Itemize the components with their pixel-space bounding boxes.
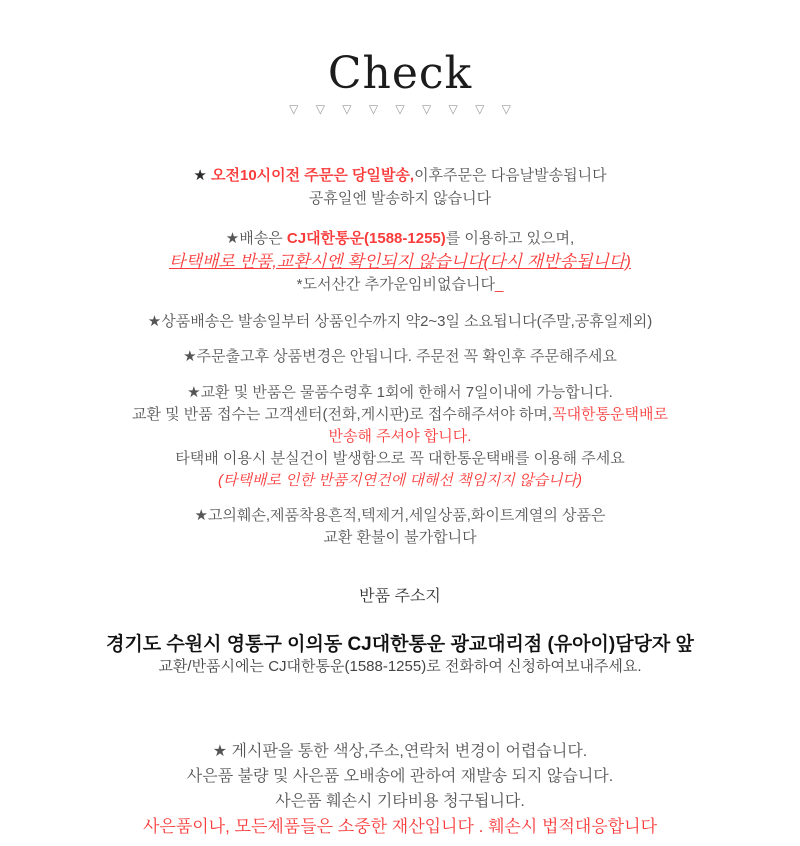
notice-exchange-return xyxy=(0,382,800,492)
exchange-return-line2-pre: 교환 및 반품 접수는 고객센터(전화,게시판)로 접수해주셔야 하며, xyxy=(132,406,553,423)
island-fee-text: *도서산간 추가운임비없습니다 xyxy=(296,276,496,293)
return-address-heading: 반품 주소지 xyxy=(359,588,441,605)
exchange-return-line3: 반송해 주셔야 합니다. xyxy=(328,428,472,445)
shipping-time-rest: 이후주문은 다음날발송됩니다 xyxy=(414,167,607,184)
footer-note-board: ★ 게시판을 통한 색상,주소,연락처 변경이 어렵습니다. xyxy=(212,743,588,760)
footer-note-legal: 사은품이나, 모든제품들은 소중한 재산입니다 . 훼손시 법적대응합니다 xyxy=(142,817,658,836)
shipping-time-highlight: 오전10시이전 주문은 당일발송, xyxy=(211,167,415,184)
exchange-return-line2-highlight: 꼭대한통운택배로 xyxy=(552,406,668,423)
footer-note-gift-reshipment: 사은품 불량 및 사은품 오배송에 관하여 재발송 되지 않습니다. xyxy=(186,768,614,785)
notice-delivery-period: ★상품배송은 발송일부터 상품인수까지 약2~3일 소요됩니다(주말,공휴일제외) xyxy=(147,313,653,330)
notice-shipping-time-line2: 공휴일엔 발송하지 않습니다 xyxy=(308,190,492,207)
exchange-return-line4: 타택배 이용시 분실건이 발생함으로 꼭 대한통운택배를 이용해 주세요 xyxy=(175,450,625,467)
return-address-instruction: 교환/반품시에는 CJ대한통운(1588-1255)로 전화하여 신청하여보내주세요. xyxy=(158,658,642,675)
notice-no-change: ★주문출고후 상품변경은 안됩니다. 주문전 꼭 확인후 주문해주세요 xyxy=(183,348,617,365)
notice-courier xyxy=(0,227,800,296)
notice-shipping-time xyxy=(0,164,800,210)
notice-courier-line1 xyxy=(0,227,800,250)
star-icon: ★ xyxy=(193,167,211,184)
notice-no-refund xyxy=(0,505,800,549)
footer-notes xyxy=(0,739,800,839)
triangle-divider-icons: ▽ ▽ ▽ ▽ ▽ ▽ ▽ ▽ ▽ xyxy=(289,102,518,116)
exchange-return-line5: (타택배로 인한 반품지연건에 대해선 책임지지 않습니다) xyxy=(217,472,583,489)
page-title: Check xyxy=(327,48,473,99)
return-address: 경기도 수원시 영통구 이의동 CJ대한통운 광교대리점 (유아이)담당자 앞 xyxy=(106,634,694,655)
no-refund-line2: 교환 환불이 불가합니다 xyxy=(323,529,477,546)
notice-courier-island xyxy=(0,273,800,296)
exchange-return-line1: ★교환 및 반품은 물품수령후 1회에 한해서 7일이내에 가능합니다. xyxy=(187,384,613,401)
courier-pre: ★배송은 xyxy=(225,230,287,247)
no-refund-line1: ★고의훼손,제품착용흔적,텍제거,세일상품,화이트계열의 상품은 xyxy=(194,507,606,524)
exchange-return-line2 xyxy=(0,404,800,426)
courier-post: 를 이용하고 있으며, xyxy=(445,230,575,247)
notice-courier-warning: 타택배로 반품,교환시엔 확인되지 않습니다(다시 재반송됩니다) xyxy=(169,252,631,271)
footer-note-gift-damage: 사은품 훼손시 기타비용 청구됩니다. xyxy=(275,793,525,810)
notice-shipping-time-line1 xyxy=(0,164,800,187)
courier-name-highlight: CJ대한통운(1588-1255) xyxy=(286,230,446,247)
island-fee-mark: _ xyxy=(495,276,504,293)
